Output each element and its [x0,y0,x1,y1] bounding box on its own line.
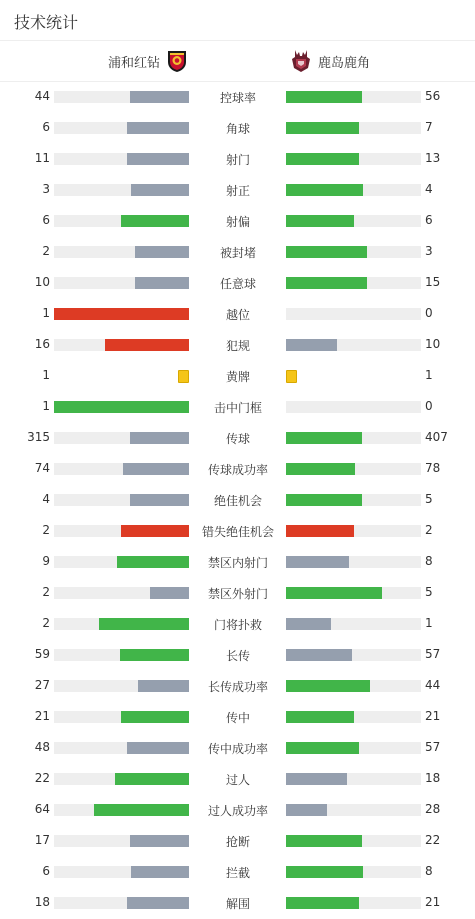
home-bar-track [54,122,189,134]
home-bar-fill [127,153,189,165]
away-value: 8 [425,554,433,568]
away-bar-track [286,525,421,537]
home-value: 64 [34,802,50,816]
stat-row [0,81,475,112]
home-value: 3 [42,182,50,196]
home-bar-track [54,308,189,320]
stat-label: 拦截 [225,866,250,880]
home-value: 2 [42,244,50,258]
away-bar-track [286,742,421,754]
home-bar-track [54,525,189,537]
home-value: 11 [34,151,50,165]
stat-row [0,732,475,763]
away-bar-fill [286,804,327,816]
stat-row [0,546,475,577]
away-bar-fill [286,122,359,134]
home-bar-fill [54,401,189,413]
stat-label: 犯规 [225,339,250,353]
home-value: 59 [34,647,50,661]
away-value: 1 [425,616,433,630]
stat-row [0,608,475,639]
home-bar-fill [123,463,189,475]
stat-label: 过人成功率 [207,804,268,818]
away-bar-track [286,897,421,909]
stat-row [0,856,475,887]
away-value: 15 [425,275,441,289]
home-bar-track [54,742,189,754]
stat-label: 黄牌 [225,370,250,384]
home-bar-track [54,494,189,506]
away-bar-fill [286,246,367,258]
home-bar-track [54,680,189,692]
away-value: 0 [425,306,433,320]
home-bar-track [54,556,189,568]
home-value: 2 [42,616,50,630]
stat-row [0,236,475,267]
away-value: 0 [425,399,433,413]
away-bar-fill [286,494,362,506]
away-bar-track [286,432,421,444]
stat-label: 禁区外射门 [207,587,268,601]
home-bar-track [54,711,189,723]
away-bar-track [286,556,421,568]
home-bar-fill [115,773,189,785]
away-bar-track [286,773,421,785]
away-bar-fill [286,277,367,289]
stat-row [0,887,475,918]
away-value: 10 [425,337,441,351]
away-value: 3 [425,244,433,258]
stat-row [0,577,475,608]
stat-row [0,174,475,205]
away-bar-track [286,308,421,320]
home-bar-fill [135,246,189,258]
away-value: 13 [425,151,441,165]
yellow-card-icon [286,370,297,383]
home-bar-fill [130,91,189,103]
home-bar-fill [121,215,189,227]
away-bar-track [286,680,421,692]
home-value: 27 [34,678,50,692]
home-bar-track [54,370,189,382]
home-bar-fill [94,804,189,816]
stat-row [0,639,475,670]
away-value: 57 [425,647,441,661]
away-bar-track [286,804,421,816]
stat-label: 绝佳机会 [213,494,262,508]
page-title: 技术统计 [14,13,79,32]
home-bar-fill [150,587,189,599]
home-value: 18 [34,895,50,909]
away-bar-fill [286,153,359,165]
stat-label: 射正 [225,184,250,198]
away-value: 5 [425,585,433,599]
stat-row [0,484,475,515]
home-value: 48 [34,740,50,754]
stat-label: 射门 [225,153,250,167]
away-bar-track [286,277,421,289]
stat-row [0,515,475,546]
home-bar-track [54,184,189,196]
stat-label: 抢断 [225,835,250,849]
away-value: 22 [425,833,441,847]
home-value: 2 [42,585,50,599]
home-bar-fill [131,866,189,878]
home-bar-track [54,153,189,165]
away-bar-track [286,339,421,351]
home-value: 9 [42,554,50,568]
stat-label: 长传 [225,649,250,663]
away-bar-fill [286,184,363,196]
stat-row [0,143,475,174]
yellow-card-icon [178,370,189,383]
away-value: 57 [425,740,441,754]
home-value: 17 [34,833,50,847]
away-bar-track [286,649,421,661]
home-value: 22 [34,771,50,785]
home-value: 74 [34,461,50,475]
home-value: 6 [42,864,50,878]
away-bar-fill [286,742,359,754]
away-bar-fill [286,587,382,599]
away-bar-track [286,835,421,847]
stat-row [0,391,475,422]
home-bar-track [54,649,189,661]
away-bar-fill [286,835,362,847]
home-bar-track [54,277,189,289]
home-bar-track [54,773,189,785]
home-value: 6 [42,120,50,134]
home-bar-track [54,897,189,909]
header-divider [0,40,475,41]
home-bar-fill [127,122,189,134]
away-bar-track [286,866,421,878]
home-value: 4 [42,492,50,506]
stat-row [0,112,475,143]
stat-row [0,453,475,484]
stat-label: 门将扑救 [213,618,262,632]
home-bar-track [54,835,189,847]
away-bar-fill [286,680,370,692]
home-bar-track [54,587,189,599]
home-bar-track [54,339,189,351]
away-bar-fill [286,525,354,537]
home-bar-fill [130,494,189,506]
home-bar-fill [130,432,189,444]
away-value: 21 [425,709,441,723]
away-bar-track [286,463,421,475]
away-value: 407 [425,430,448,444]
home-bar-track [54,246,189,258]
stat-label: 传中 [225,711,250,725]
away-bar-track [286,246,421,258]
stat-label: 传球成功率 [207,463,268,477]
away-bar-fill [286,649,352,661]
home-bar-fill [117,556,189,568]
away-bar-track [286,215,421,227]
away-bar-fill [286,773,347,785]
away-bar-fill [286,339,337,351]
stat-row [0,267,475,298]
stat-label: 任意球 [219,277,256,291]
home-bar-fill [121,711,189,723]
away-value: 8 [425,864,433,878]
stat-label: 角球 [225,122,250,136]
stat-row [0,205,475,236]
away-bar-fill [286,215,354,227]
away-value: 2 [425,523,433,537]
stat-label: 被封堵 [219,246,256,260]
away-team[interactable] [290,48,370,74]
stat-label: 传球 [225,432,250,446]
away-bar-fill [286,556,349,568]
away-value: 18 [425,771,441,785]
away-bar-fill [286,432,362,444]
away-bar-track [286,153,421,165]
away-bar-track [286,370,421,382]
away-bar-track [286,587,421,599]
home-bar-fill [131,184,189,196]
stat-label: 传中成功率 [207,742,268,756]
home-value: 1 [42,306,50,320]
home-bar-track [54,866,189,878]
home-value: 10 [34,275,50,289]
away-value: 4 [425,182,433,196]
home-bar-fill [54,308,189,320]
stat-label: 长传成功率 [207,680,268,694]
away-bar-track [286,184,421,196]
home-bar-fill [105,339,189,351]
stat-label: 解围 [225,897,250,911]
away-value: 28 [425,802,441,816]
home-value: 44 [34,89,50,103]
home-value: 315 [27,430,50,444]
home-bar-track [54,91,189,103]
away-value: 44 [425,678,441,692]
home-value: 1 [42,368,50,382]
home-value: 2 [42,523,50,537]
home-bar-track [54,215,189,227]
home-bar-fill [127,742,189,754]
home-bar-fill [99,618,189,630]
home-bar-fill [121,525,189,537]
home-bar-fill [135,277,189,289]
stat-row [0,329,475,360]
stat-row [0,701,475,732]
away-bar-fill [286,897,359,909]
home-team[interactable] [108,48,188,74]
home-bar-track [54,432,189,444]
away-value: 56 [425,89,441,103]
away-bar-fill [286,618,331,630]
home-value: 21 [34,709,50,723]
home-bar-track [54,463,189,475]
home-value: 1 [42,399,50,413]
away-value: 1 [425,368,433,382]
urawa-reds-crest-icon [166,49,188,73]
away-team-name: 鹿岛鹿角 [318,55,371,71]
kashima-antlers-crest-icon [290,49,312,73]
stat-row [0,794,475,825]
home-value: 6 [42,213,50,227]
stat-label: 控球率 [219,91,256,105]
away-bar-track [286,711,421,723]
away-bar-track [286,91,421,103]
stat-label: 越位 [225,308,250,322]
home-bar-track [54,618,189,630]
home-bar-track [54,804,189,816]
away-bar-fill [286,711,354,723]
away-value: 21 [425,895,441,909]
stat-row [0,298,475,329]
home-bar-fill [138,680,189,692]
away-bar-fill [286,91,362,103]
stat-label: 击中门框 [213,401,262,415]
away-bar-fill [286,463,355,475]
away-value: 5 [425,492,433,506]
away-bar-fill [286,866,363,878]
stat-label: 射偏 [225,215,250,229]
home-bar-fill [130,835,189,847]
stat-label: 错失绝佳机会 [201,525,274,539]
away-bar-track [286,401,421,413]
stat-row [0,422,475,453]
home-bar-track [54,401,189,413]
home-team-name: 浦和红钻 [107,55,160,71]
stat-row [0,670,475,701]
home-bar-fill [120,649,189,661]
stat-label: 禁区内射门 [207,556,268,570]
away-bar-track [286,618,421,630]
home-value: 16 [34,337,50,351]
stat-row [0,763,475,794]
home-bar-fill [127,897,189,909]
stat-label: 过人 [225,773,250,787]
away-value: 7 [425,120,433,134]
stat-row [0,360,475,391]
away-value: 6 [425,213,433,227]
away-bar-track [286,122,421,134]
away-bar-track [286,494,421,506]
stat-row [0,825,475,856]
away-value: 78 [425,461,441,475]
